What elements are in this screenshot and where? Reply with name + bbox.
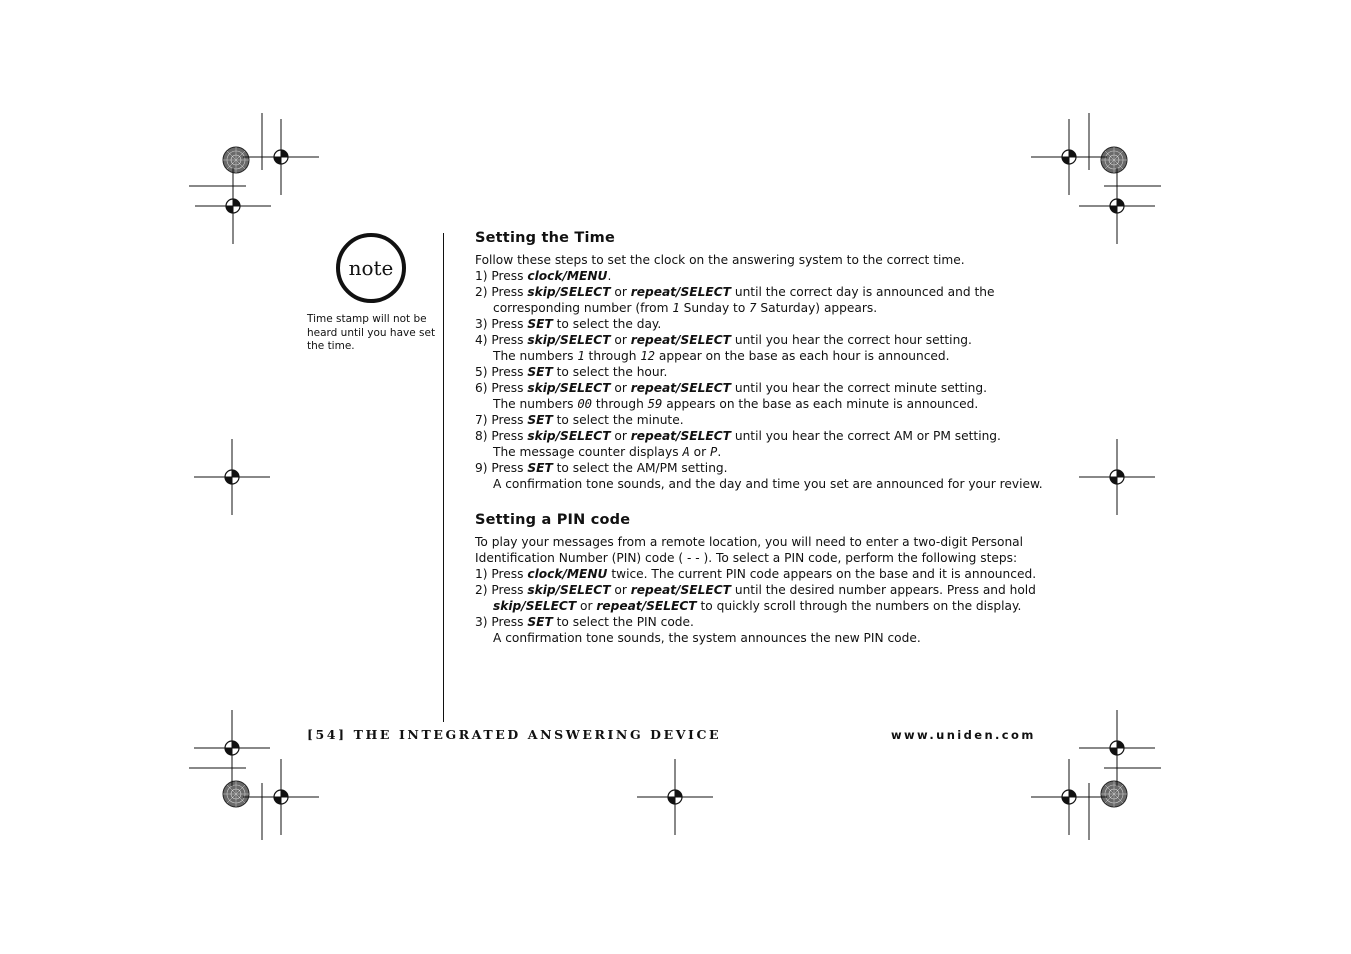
section-intro-time: Follow these steps to set the clock on the answering system to the correct time. — [475, 253, 965, 267]
pin-steps — [475, 566, 1055, 646]
list-item: 3) Press SET to select the day. — [475, 317, 662, 331]
list-item: 9) Press SET to select the AM/PM setting. A confirmation tone sounds, and the day and time you set are announced for your review. — [475, 461, 1043, 491]
sidebar-note: Time stamp will not be heard until you have set the time. — [307, 313, 436, 352]
column-divider — [443, 233, 444, 722]
list-item: 2) Press skip/SELECT or repeat/SELECT until the desired number appears. Press and hold skip/SELECT or repeat/SELECT to quickly scroll through the numbers on the display. — [475, 583, 1036, 613]
list-item: 8) Press skip/SELECT or repeat/SELECT until you hear the correct AM or PM setting. The message counter displays A or P. — [475, 429, 1001, 459]
list-item: 2) Press skip/SELECT or repeat/SELECT until the correct day is announced and the corresponding number (from 1 Sunday to 7 Saturday) appears. — [475, 285, 995, 315]
page-footer-title: [54] THE INTEGRATED ANSWERING DEVICE — [307, 727, 722, 742]
website-url: www.uniden.com — [891, 728, 1036, 742]
list-item: 7) Press SET to select the minute. — [475, 413, 684, 427]
note-icon — [336, 233, 406, 303]
list-item: 1) Press clock/MENU twice. The current PIN code appears on the base and it is announced. — [475, 567, 1037, 581]
list-item: 4) Press skip/SELECT or repeat/SELECT until you hear the correct hour setting. The numbers 1 through 12 appear on the base as each hour is announced. — [475, 333, 972, 363]
section-intro-pin: To play your messages from a remote location, you will need to enter a two-digit Personal Identification Number (PIN) code ( - - ). To select a PIN code, perform the following steps: — [475, 535, 1024, 565]
list-item: 6) Press skip/SELECT or repeat/SELECT until you hear the correct minute setting. The numbers 00 through 59 appears on the base as each minute is announced. — [475, 381, 987, 411]
section-title-time: Setting the Time — [475, 230, 616, 246]
main-content — [475, 228, 1055, 646]
list-item: 5) Press SET to select the hour. — [475, 365, 668, 379]
note-badge-label: note — [348, 256, 394, 280]
list-item: 1) Press clock/MENU. — [475, 269, 612, 283]
list-item: 3) Press SET to select the PIN code. A confirmation tone sounds, the system announces the new PIN code. — [475, 615, 921, 645]
section-title-pin: Setting a PIN code — [475, 512, 631, 528]
time-steps — [475, 268, 1055, 492]
